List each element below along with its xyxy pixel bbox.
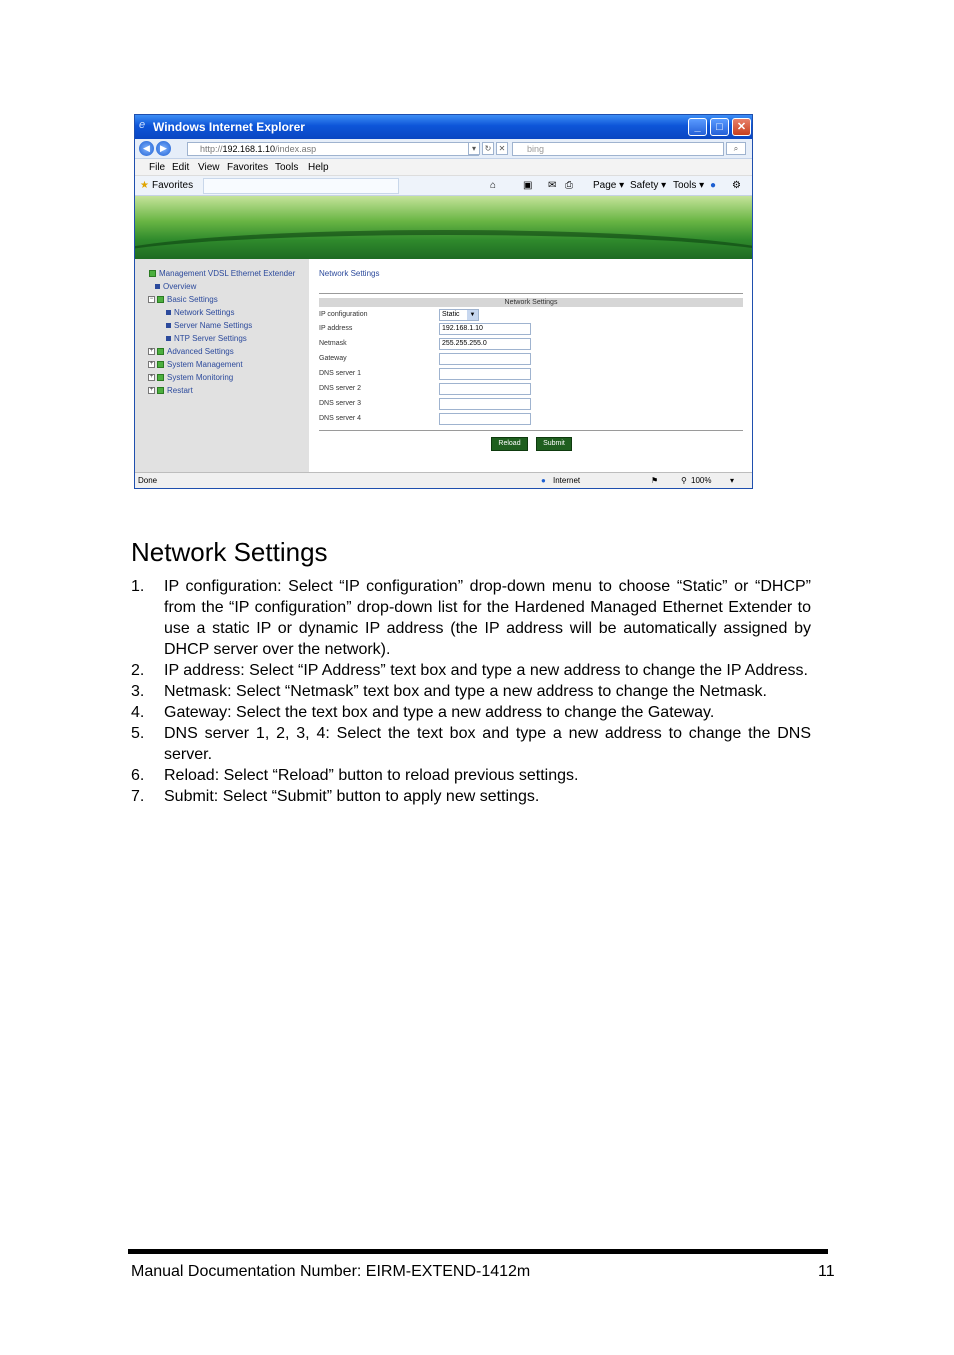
folder-icon — [157, 374, 164, 381]
favorites-star-icon: ★ — [140, 180, 149, 191]
zoom-level[interactable]: 100% — [691, 476, 712, 485]
section-heading: Network Settings — [131, 537, 328, 567]
folder-icon — [157, 296, 164, 303]
protected-mode-icon[interactable]: ⚑ — [651, 476, 659, 485]
minimize-button[interactable]: _ — [688, 118, 707, 136]
item-text: IP address: Select “IP Address” text box and type a new address to change the IP Address. — [164, 662, 808, 679]
address-toolbar — [135, 139, 752, 159]
menu-file[interactable]: File — [149, 162, 166, 173]
header-banner — [135, 196, 752, 259]
maximize-button[interactable]: □ — [710, 118, 729, 136]
zoom-dropdown-icon[interactable]: ▾ — [730, 476, 735, 485]
dns4-label: DNS server 4 — [319, 415, 362, 422]
dns1-label: DNS server 1 — [319, 370, 362, 377]
tree-item-label: NTP Server Settings — [174, 334, 247, 343]
menu-help[interactable]: Help — [308, 162, 329, 173]
tree-root-label: Management VDSL Ethernet Extender — [159, 269, 296, 278]
menu-tools[interactable]: Tools — [275, 162, 299, 173]
list-item — [131, 576, 811, 660]
folder-icon — [157, 387, 164, 394]
item-text: Netmask: Select “Netmask” text box and type a new address to change the Netmask. — [164, 683, 767, 700]
folder-icon — [149, 270, 156, 277]
item-text: Submit: Select “Submit” button to apply new settings. — [164, 788, 540, 805]
stop-icon[interactable]: ✕ — [496, 142, 508, 155]
content-title: Network Settings — [319, 269, 380, 278]
expand-icon[interactable]: + — [149, 374, 154, 381]
globe-icon: ● — [541, 476, 546, 485]
feeds-icon[interactable]: ▣ — [523, 180, 533, 191]
item-number: 5. — [131, 725, 145, 742]
expand-icon[interactable]: + — [149, 387, 154, 394]
expand-icon[interactable]: + — [149, 361, 154, 368]
item-number: 7. — [131, 788, 145, 805]
safety-menu[interactable]: Safety ▾ — [630, 180, 667, 191]
list-item — [131, 660, 811, 681]
footer-doc-number: Manual Documentation Number: EIRM-EXTEND-1412m — [131, 1263, 531, 1280]
address-host: 192.168.1.10 — [222, 144, 276, 154]
content-pane — [309, 259, 752, 472]
menu-view[interactable]: View — [198, 162, 220, 173]
instruction-list — [131, 576, 811, 807]
tree-item-label: Restart — [167, 386, 193, 395]
item-number: 3. — [131, 683, 145, 700]
tree-item-label: Basic Settings — [167, 295, 218, 304]
page-icon — [155, 284, 160, 289]
dns3-input[interactable] — [439, 398, 531, 410]
tree-item-label: Overview — [163, 282, 197, 291]
item-text: DNS server 1, 2, 3, 4: Select the text box and type a new address to change the DNS server. — [164, 725, 811, 763]
list-item — [131, 786, 811, 807]
zoom-icon: ⚲ — [681, 476, 687, 485]
home-icon[interactable]: ⌂ — [490, 180, 497, 191]
refresh-icon[interactable]: ↻ — [482, 142, 494, 155]
print-icon[interactable]: ⎙ — [565, 180, 573, 191]
netmask-input[interactable]: 255.255.255.0 — [439, 338, 531, 350]
list-item — [131, 765, 811, 786]
chevron-down-icon: ▼ — [467, 310, 478, 320]
tree-item-label: System Management — [167, 360, 243, 369]
status-text: Done — [138, 476, 158, 485]
submit-button[interactable]: Submit — [536, 437, 572, 451]
help-icon[interactable]: ● — [710, 180, 717, 191]
search-icon[interactable]: ⌕ — [726, 142, 746, 155]
expand-icon[interactable]: + — [149, 348, 154, 355]
favorites-bar — [135, 176, 752, 196]
item-number: 1. — [131, 578, 145, 595]
item-number: 6. — [131, 767, 145, 784]
dns2-label: DNS server 2 — [319, 385, 362, 392]
page-icon — [166, 336, 171, 341]
tree-item-advanced-settings[interactable] — [148, 347, 234, 356]
dns4-input[interactable] — [439, 413, 531, 425]
reload-button[interactable]: Reload — [491, 437, 528, 451]
folder-icon — [157, 361, 164, 368]
security-zone: Internet — [553, 476, 581, 485]
back-icon[interactable]: ◀ — [139, 141, 154, 156]
page-icon — [166, 310, 171, 315]
browser-screenshot — [134, 114, 753, 489]
tree-item-overview[interactable] — [155, 282, 196, 291]
item-text: Reload: Select “Reload” button to reload previous settings. — [164, 767, 579, 784]
forward-icon[interactable]: ▶ — [156, 141, 171, 156]
tools-menu[interactable]: Tools ▾ — [673, 180, 705, 191]
tree-item-ntp-server-settings[interactable] — [166, 334, 247, 343]
gateway-label: Gateway — [319, 355, 347, 362]
menu-bar — [135, 159, 752, 176]
dns3-label: DNS server 3 — [319, 400, 362, 407]
dns1-input[interactable] — [439, 368, 531, 380]
dns2-input[interactable] — [439, 383, 531, 395]
collapse-icon[interactable]: − — [149, 296, 154, 303]
close-button[interactable]: ✕ — [732, 118, 751, 136]
tree-item-label: Server Name Settings — [174, 321, 253, 330]
tree-item-label: Network Settings — [174, 308, 235, 317]
tree-item-restart[interactable] — [148, 386, 193, 395]
browser-tab[interactable] — [203, 178, 399, 194]
ip-config-label: IP configuration — [319, 311, 368, 318]
folder-icon — [157, 348, 164, 355]
tree-root[interactable] — [149, 269, 295, 278]
address-input[interactable] — [187, 142, 479, 156]
list-item — [131, 702, 811, 723]
settings-table-header: Network Settings — [319, 298, 743, 307]
item-number: 2. — [131, 662, 145, 679]
ip-address-input[interactable]: 192.168.1.10 — [439, 323, 531, 335]
window-title: Windows Internet Explorer — [153, 120, 305, 134]
navigation-sidebar — [135, 259, 309, 472]
menu-edit[interactable]: Edit — [172, 162, 190, 173]
research-icon[interactable]: ⚙ — [732, 180, 741, 191]
title-bar — [135, 115, 752, 139]
ie-logo-icon: e — [139, 119, 146, 131]
footer-rule — [128, 1249, 828, 1254]
page-number: 11 — [818, 1263, 835, 1280]
tree-item-server-name-settings[interactable] — [166, 321, 252, 330]
netmask-label: Netmask — [319, 340, 347, 347]
status-bar — [135, 472, 752, 488]
ip-address-label: IP address — [319, 325, 353, 332]
dropdown-icon[interactable]: ▾ — [468, 142, 480, 155]
item-text: Gateway: Select the text box and type a new address to change the Gateway. — [164, 704, 715, 721]
item-number: 4. — [131, 704, 145, 721]
tree-item-system-management[interactable] — [148, 360, 243, 369]
address-prefix: http:// — [200, 144, 223, 154]
tree-item-system-monitoring[interactable] — [148, 373, 233, 382]
favorites-button[interactable]: Favorites — [152, 180, 194, 191]
tree-item-network-settings[interactable] — [166, 308, 234, 317]
page-icon — [166, 323, 171, 328]
ip-config-select[interactable] — [439, 309, 479, 321]
tree-item-basic-settings[interactable] — [148, 295, 218, 304]
page-menu[interactable]: Page ▾ — [593, 180, 625, 191]
list-item — [131, 681, 811, 702]
ip-config-value: Static — [442, 311, 460, 318]
search-input[interactable]: bing — [512, 142, 724, 156]
tree-item-label: System Monitoring — [167, 373, 234, 382]
divider — [319, 293, 743, 294]
item-text: IP configuration: Select “IP configuration” drop-down menu to choose “Static” or “DHCP” from the “IP configuration” drop-down list for the Hardened Managed Ethernet Extender to use a static IP or dynamic IP address (the IP address will be automatically assigned by DHCP server over the network). — [164, 578, 811, 658]
address-path: /index.asp — [275, 144, 317, 154]
menu-favorites[interactable]: Favorites — [227, 162, 269, 173]
tree-item-label: Advanced Settings — [167, 347, 234, 356]
divider — [319, 430, 743, 431]
mail-icon[interactable]: ✉ — [548, 180, 557, 191]
list-item — [131, 723, 811, 765]
gateway-input[interactable] — [439, 353, 531, 365]
